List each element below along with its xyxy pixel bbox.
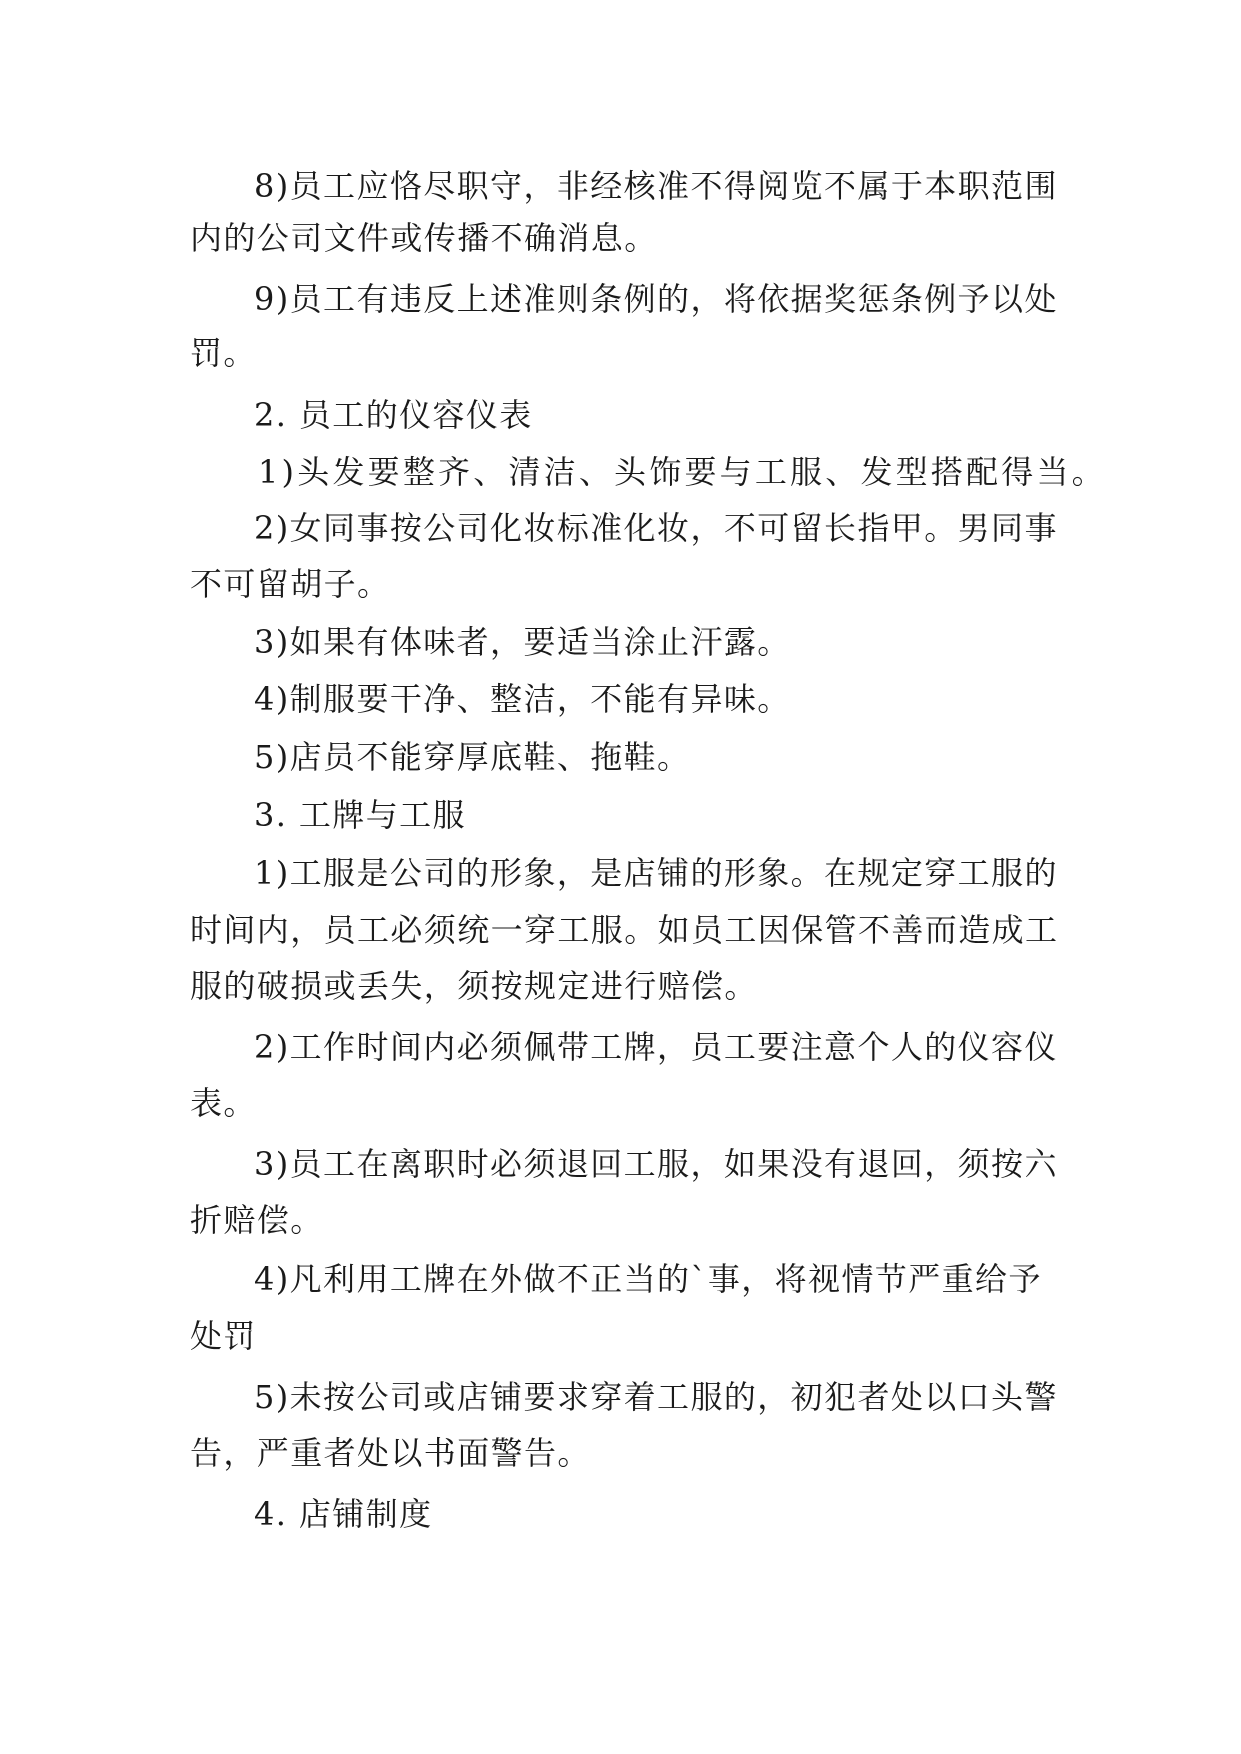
rule-9-line-2: 罚。 bbox=[190, 334, 257, 372]
appearance-item-5: 5)店员不能穿厚底鞋、拖鞋。 bbox=[254, 738, 691, 776]
uniform-item-5-line-2: 告，严重者处以书面警告。 bbox=[190, 1434, 591, 1472]
rule-8-line-2: 内的公司文件或传播不确消息。 bbox=[190, 219, 658, 257]
uniform-item-2-line-1: 2)工作时间内必须佩带工牌，员工要注意个人的仪容仪 bbox=[254, 1028, 1058, 1066]
appearance-item-3: 3)如果有体味者，要适当涂止汗露。 bbox=[254, 623, 791, 661]
rule-8-line-1: 8)员工应恪尽职守，非经核准不得阅览不属于本职范围 bbox=[254, 167, 1058, 205]
section-2-heading: 2. 员工的仪容仪表 bbox=[254, 396, 533, 434]
section-3-heading: 3. 工牌与工服 bbox=[254, 796, 466, 834]
uniform-item-4-line-2: 处罚 bbox=[190, 1317, 257, 1355]
uniform-item-3-line-1: 3)员工在离职时必须退回工服，如果没有退回，须按六 bbox=[254, 1145, 1058, 1183]
uniform-item-1-line-2: 时间内，员工必须统一穿工服。如员工因保管不善而造成工 bbox=[190, 911, 1059, 949]
rule-9-line-1: 9)员工有违反上述准则条例的，将依据奖惩条例予以处 bbox=[254, 280, 1058, 318]
uniform-item-5-line-1: 5)未按公司或店铺要求穿着工服的，初犯者处以口头警 bbox=[254, 1378, 1058, 1416]
uniform-item-4-line-1: 4)凡利用工牌在外做不正当的`事，将视情节严重给予 bbox=[254, 1260, 1042, 1298]
uniform-item-2-line-2: 表。 bbox=[190, 1084, 257, 1122]
uniform-item-3-line-2: 折赔偿。 bbox=[190, 1201, 324, 1239]
uniform-item-1-line-3: 服的破损或丢失，须按规定进行赔偿。 bbox=[190, 967, 758, 1005]
appearance-item-2-line-2: 不可留胡子。 bbox=[190, 565, 391, 603]
appearance-item-2-line-1: 2)女同事按公司化妆标准化妆，不可留长指甲。男同事 bbox=[254, 509, 1058, 547]
section-4-heading: 4. 店铺制度 bbox=[254, 1495, 433, 1533]
uniform-item-1-line-1: 1)工服是公司的形象，是店铺的形象。在规定穿工服的 bbox=[254, 854, 1058, 892]
appearance-item-4: 4)制服要干净、整洁，不能有异味。 bbox=[254, 680, 791, 718]
appearance-item-1: 1)头发要整齐、清洁、头饰要与工服、发型搭配得当。 bbox=[258, 453, 1107, 491]
